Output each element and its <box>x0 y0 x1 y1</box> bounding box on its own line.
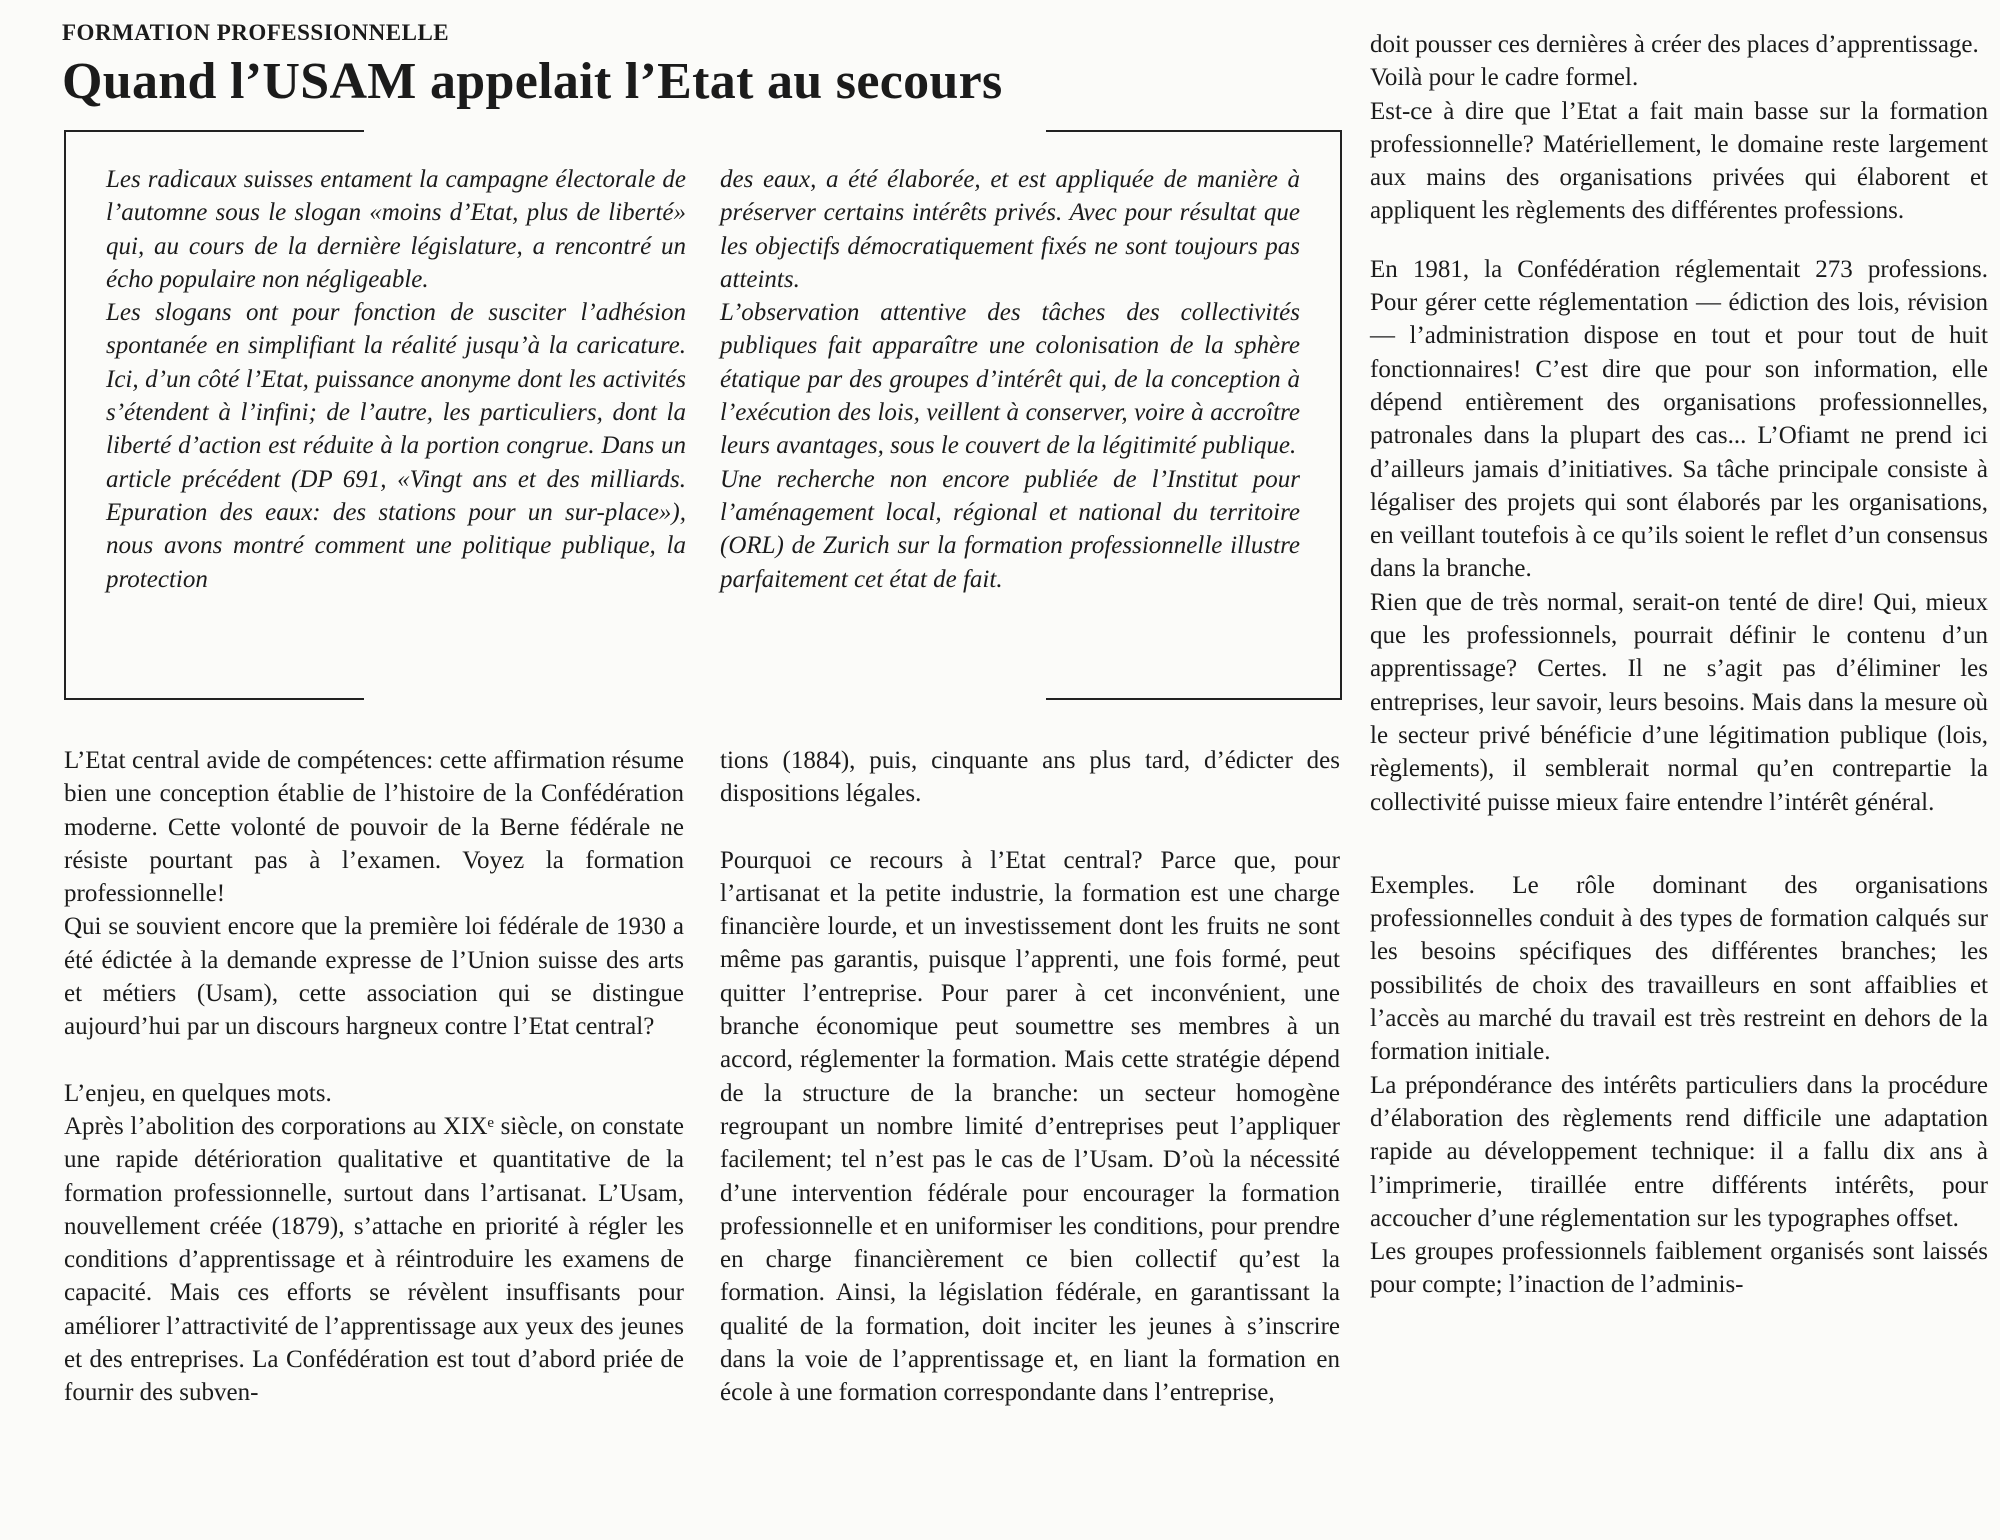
intro-paragraph: Les radicaux suisses entament la campagne électorale de l’automne sous le slogan «moins d’Etat, plus de liberté» qui, au cours de la dernière législature, a rencontré un écho populaire non négligeable. <box>106 166 686 293</box>
body-paragraph: Qui se souvient encore que la première loi fédérale de 1930 a été édictée à la demande expresse de l’Union suisse des arts et métiers (Usam), cette association qui se distingue aujourd’hui par un discours hargneux contre l’Etat central? <box>64 913 684 1041</box>
intro-box-top-right-rule <box>1046 130 1340 132</box>
intro-column-1 <box>106 163 686 596</box>
body-paragraph: L’Etat central avide de compétences: cette affirmation résume bien une conception établie de l’histoire de la Confédération moderne. Cette volonté de pouvoir de la Berne fédérale ne résiste pourtant pas à l’examen. Voyez la formation professionnelle! <box>64 747 684 908</box>
body-paragraph: En 1981, la Confédération réglementait 273 professions. Pour gérer cette réglementation — édiction des lois, révision — l’administration dispose en tout et pour tout de huit fonctionnaires! C’est dire que pour son information, elle dépend entièrement des organisations professionnelles, patronales dans la plupart des cas... L’Ofiamt ne prend ici d’ailleurs jamais d’initiatives. Sa tâche principale consiste à légaliser des projets qui sont élaborés par les organisations, en veillant toutefois à ce qu’ils soient le reflet d’un consensus dans la branche. <box>1370 255 1988 583</box>
body-paragraph: Après l’abolition des corporations au XIXᵉ siècle, on constate une rapide détérioration qualitative et quantitative de la formation professionnelle, surtout dans l’artisanat. L’Usam, nouvellement créée (1879), s’attache en priorité à régler les conditions d’apprentissage et à réintroduire les examens de capacité. Mais ces efforts se révèlent insuffisants pour améliorer l’attractivité de l’apprentissage aux yeux des jeunes et des entreprises. La Confédération est tout d’abord priée de fournir des subven- <box>64 1112 684 1407</box>
body-paragraph: L’enjeu, en quelques mots. <box>64 1079 332 1107</box>
body-paragraph: Est-ce à dire que l’Etat a fait main basse sur la formation professionnelle? Matériellement, le domaine reste largement aux mains des organisations privées qui élaborent et appliquent les règlements des différentes professions. <box>1370 97 1988 225</box>
body-paragraph: tions (1884), puis, cinquante ans plus tard, d’édicter des dispositions légales. <box>720 747 1340 808</box>
intro-box-bottom-right-rule <box>1046 698 1340 700</box>
body-column-3 <box>1370 28 1988 1302</box>
intro-paragraph: Les slogans ont pour fonction de susciter l’adhésion spontanée en simplifiant la réalité jusqu’à la caricature. Ici, d’un côté l’Etat, puissance anonyme dont les activités s’étendent à l’infini; de l’autre, les particuliers, dont la liberté d’action est réduite à la portion congrue. Dans un article précédent (DP 691, «Vingt ans et des milliards. Epuration des eaux: des stations pour un sur-place»), nous avons montré comment une politique publique, la protection <box>106 299 686 593</box>
intro-box-top-left-rule <box>64 130 364 132</box>
body-paragraph: Les groupes professionnels faiblement organisés sont laissés pour compte; l’inaction de l’adminis- <box>1370 1238 1988 1299</box>
section-kicker: FORMATION PROFESSIONNELLE <box>62 20 450 45</box>
intro-box-bottom-left-rule <box>64 698 364 700</box>
body-paragraph: Pourquoi ce recours à l’Etat central? Parce que, pour l’artisanat et la petite industrie, la formation est une charge financière lourde, et un investissement dont les fruits ne sont même pas garantis, puisque l’apprenti, une fois formé, peut quitter l’entreprise. Pour parer à cet inconvénient, une branche économique peut soumettre ses membres à un accord, réglementer la formation. Mais cette stratégie dépend de la structure de la branche: un secteur homogène regroupant un nombre limité d’entreprises peut l’appliquer facilement; tel n’est pas le cas de l’Usam. D’où la nécessité d’une intervention fédérale pour encourager la formation professionnelle et en uniformiser les conditions, pour prendre en charge financièrement ce bien collectif qu’est la formation. Ainsi, la législation fédérale, en garantissant la qualité de la formation, doit inciter les jeunes à s’inscrire dans la voie de l’apprentissage et, en liant la formation en école à une formation correspondante dans l’entreprise, <box>720 846 1340 1407</box>
body-column-1 <box>64 744 684 1410</box>
intro-paragraph: Une recherche non encore publiée de l’Institut pour l’aménagement local, régional et national du territoire (ORL) de Zurich sur la formation professionnelle illustre parfaitement cet état de fait. <box>720 465 1300 593</box>
body-paragraph: La prépondérance des intérêts particuliers dans la procédure d’élaboration des règlements rend difficile une adaptation rapide au développement technique: il a fallu dix ans à l’imprimerie, tiraillée entre différents intérêts, pour accoucher d’une réglementation sur les typographes offset. <box>1370 1071 1988 1232</box>
body-paragraph: Rien que de très normal, serait-on tenté de dire! Qui, mieux que les professionnels, pourrait définir le contenu d’un apprentissage? Certes. Il ne s’agit pas d’éliminer les entreprises, leur savoir, leurs besoins. Mais dans la mesure où le secteur privé bénéficie d’une légitimation publique (lois, règlements), il semblerait normal qu’en contrepartie la collectivité puisse mieux faire entendre l’intérêt général. <box>1370 588 1988 816</box>
body-column-2 <box>720 744 1340 1410</box>
body-paragraph: Voilà pour le cadre formel. <box>1370 64 1639 92</box>
intro-paragraph: des eaux, a été élaborée, et est appliquée de manière à préserver certains intérêts privés. Avec pour résultat que les objectifs démocratiquement fixés ne sont toujours pas atteints. <box>720 166 1300 293</box>
article-title: Quand l’USAM appelait l’Etat au secours <box>62 53 1003 110</box>
intro-column-2 <box>720 163 1300 596</box>
body-paragraph: doit pousser ces dernières à créer des places d’apprentissage. <box>1370 31 1979 58</box>
body-paragraph: Exemples. Le rôle dominant des organisations professionnelles conduit à des types de formation calqués sur les besoins spécifiques des différentes branches; les possibilités de choix des travailleurs en sont affaiblies et l’accès au marché du travail est très restreint en dehors de la formation initiale. <box>1370 871 1988 1066</box>
intro-paragraph: L’observation attentive des tâches des collectivités publiques fait apparaître une colonisation de la sphère étatique par des groupes d’intérêt qui, de la conception à l’exécution des lois, veillent à conserver, voire à accroître leurs avantages, sous le couvert de la légitimité publique. <box>720 299 1300 460</box>
